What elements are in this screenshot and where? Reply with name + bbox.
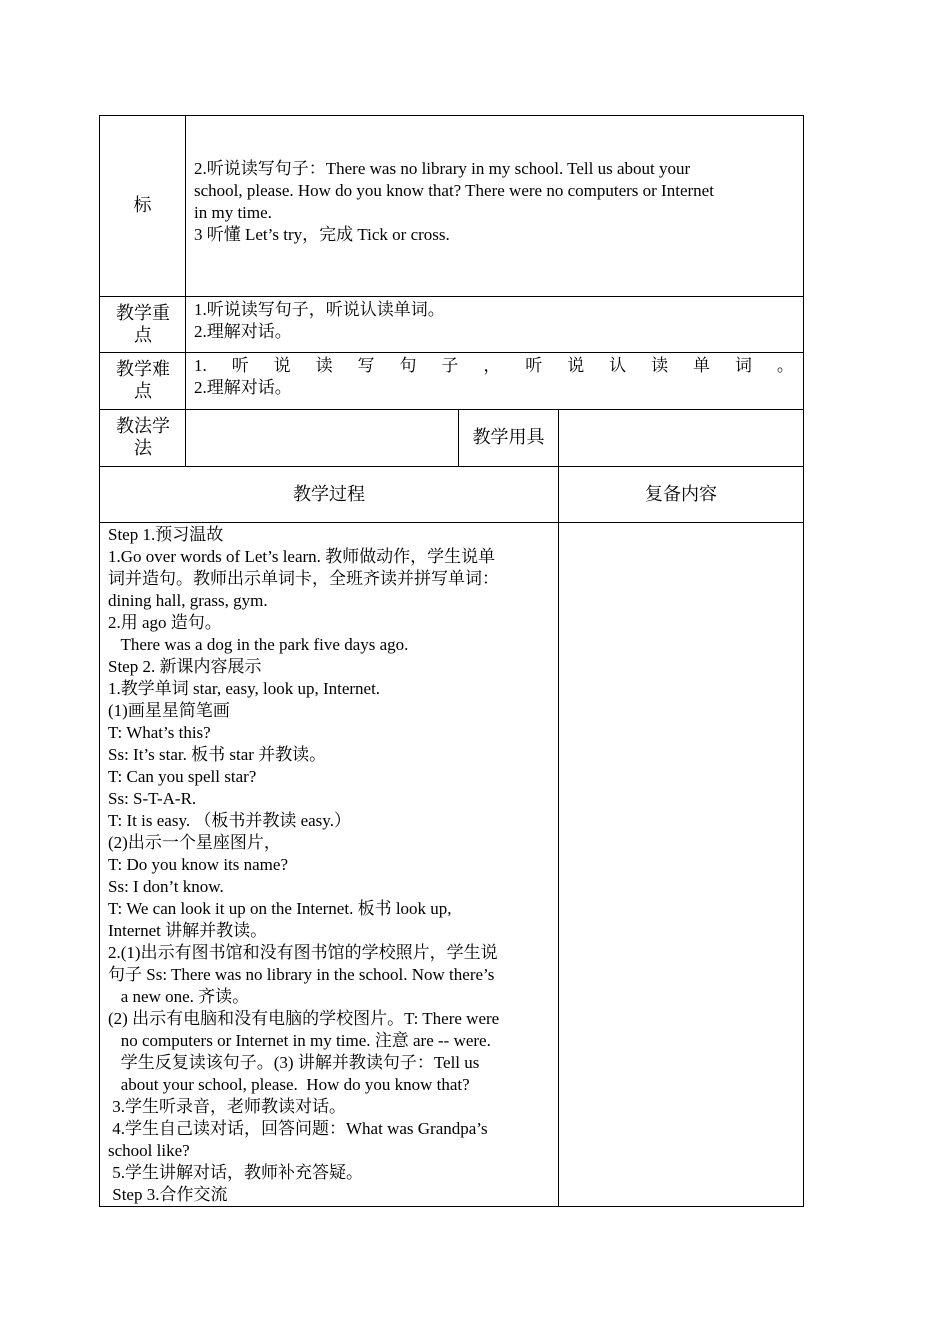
process-line: 学生反复读该句子。(3) 讲解并教读句子：Tell us (108, 1053, 480, 1072)
process-line: T: It is easy. （板书并教读 easy.） (108, 811, 351, 830)
difficulties-char: ， (483, 356, 501, 375)
table-border-bottom (99, 1206, 804, 1207)
objectives-content (194, 158, 799, 246)
difficulties-char: 读 (651, 356, 669, 375)
difficulties-char: 听 (525, 356, 543, 375)
objectives-line: 3 听懂 Let’s try，完成 Tick or cross. (194, 225, 450, 244)
process-line: Internet 讲解并教读。 (108, 921, 268, 940)
difficulties-content (194, 355, 794, 399)
process-line: T: What’s this? (108, 723, 211, 742)
process-line: 2.用 ago 造句。 (108, 613, 222, 632)
process-content (108, 524, 556, 1206)
process-column-divider (558, 409, 559, 1207)
difficulties-char: 词 (734, 356, 752, 375)
process-line: (2) 出示有电脑和没有电脑的学校图片。T: There were (108, 1009, 500, 1028)
process-line: 句子 Ss: There was no library in the school. Now there’s (108, 965, 495, 984)
difficulties-char: 说 (273, 356, 291, 375)
objectives-label: 标 (133, 195, 152, 216)
difficulties-char: 听 (231, 356, 249, 375)
process-line: a new one. 齐读。 (108, 987, 250, 1006)
row-divider-3 (99, 409, 804, 410)
difficulties-char: 子 (441, 356, 459, 375)
difficulties-char: 句 (399, 356, 417, 375)
process-line: about your school, please. How do you know that? (108, 1075, 470, 1094)
process-line: 5.学生讲解对话，教师补充答疑。 (108, 1163, 363, 1182)
difficulties-char: 单 (693, 356, 710, 375)
process-line: 1.Go over words of Let’s learn. 教师做动作，学生说单 (108, 547, 496, 566)
tools-label: 教学用具 (472, 427, 545, 448)
process-header: 教学过程 (293, 483, 365, 505)
process-line: There was a dog in the park five days ago. (108, 635, 409, 654)
difficulties-char: 1. (194, 356, 207, 375)
process-line: Ss: S-T-A-R. (108, 789, 197, 808)
label-column-divider (185, 115, 186, 467)
process-line: T: Do you know its name? (108, 855, 288, 874)
process-line: dining hall, grass, gym. (108, 591, 268, 610)
process-line: Ss: It’s star. 板书 star 并教读。 (108, 745, 327, 764)
difficulties-label: 教学难点 (116, 359, 170, 402)
key-points-line: 1.听说读写句子，听说认读单词。 (194, 300, 445, 319)
process-line: Ss: I don’t know. (108, 877, 224, 896)
process-line: T: We can look it up on the Internet. 板书 look up, (108, 899, 452, 918)
process-line: school like? (108, 1141, 190, 1160)
difficulties-line: 2.理解对话。 (194, 378, 292, 397)
table-border-right (803, 115, 804, 1207)
process-line: (1)画星星简笔画 (108, 701, 230, 720)
key-points-line: 2.理解对话。 (194, 322, 292, 341)
row-divider-2 (99, 352, 804, 353)
key-points-label: 教学重点 (116, 302, 170, 346)
process-line: (2)出示一个星座图片， (108, 833, 281, 852)
difficulties-char: 。 (776, 356, 794, 375)
process-line: T: Can you spell star? (108, 767, 257, 786)
process-line: 3.学生听录音，老师教读对话。 (108, 1097, 346, 1116)
process-line: 词并造句。教师出示单词卡，全班齐读并拼写单词： (108, 569, 499, 588)
difficulties-char: 说 (567, 356, 585, 375)
table-border-top (99, 115, 804, 116)
objectives-line: 2.听说读写句子：There was no library in my school. Tell us about your (194, 159, 691, 178)
row-divider-1 (99, 296, 804, 297)
difficulties-char: 认 (609, 356, 627, 375)
process-line: 4.学生自己读对话，回答问题：What was Grandpa’s (108, 1119, 488, 1138)
key-points-content (194, 299, 799, 343)
process-line: Step 3.合作交流 (108, 1185, 228, 1204)
process-line: Step 2. 新课内容展示 (108, 657, 262, 676)
process-line: Step 1.预习温故 (108, 525, 224, 544)
methods-label: 教法学法 (116, 416, 170, 459)
difficulties-spaced-line (194, 355, 794, 377)
objectives-line: in my time. (194, 203, 272, 222)
notes-header: 复备内容 (645, 483, 717, 505)
process-line: 2.(1)出示有图书馆和没有图书馆的学校照片，学生说 (108, 943, 498, 962)
objectives-line: school, please. How do you know that? There were no computers or Internet (194, 181, 714, 200)
process-line: no computers or Internet in my time. 注意 are -- were. (108, 1031, 491, 1050)
difficulties-char: 写 (357, 356, 375, 375)
row-divider-5 (99, 522, 804, 523)
process-line: 1.教学单词 star, easy, look up, Internet. (108, 679, 381, 698)
difficulties-char: 读 (315, 356, 333, 375)
